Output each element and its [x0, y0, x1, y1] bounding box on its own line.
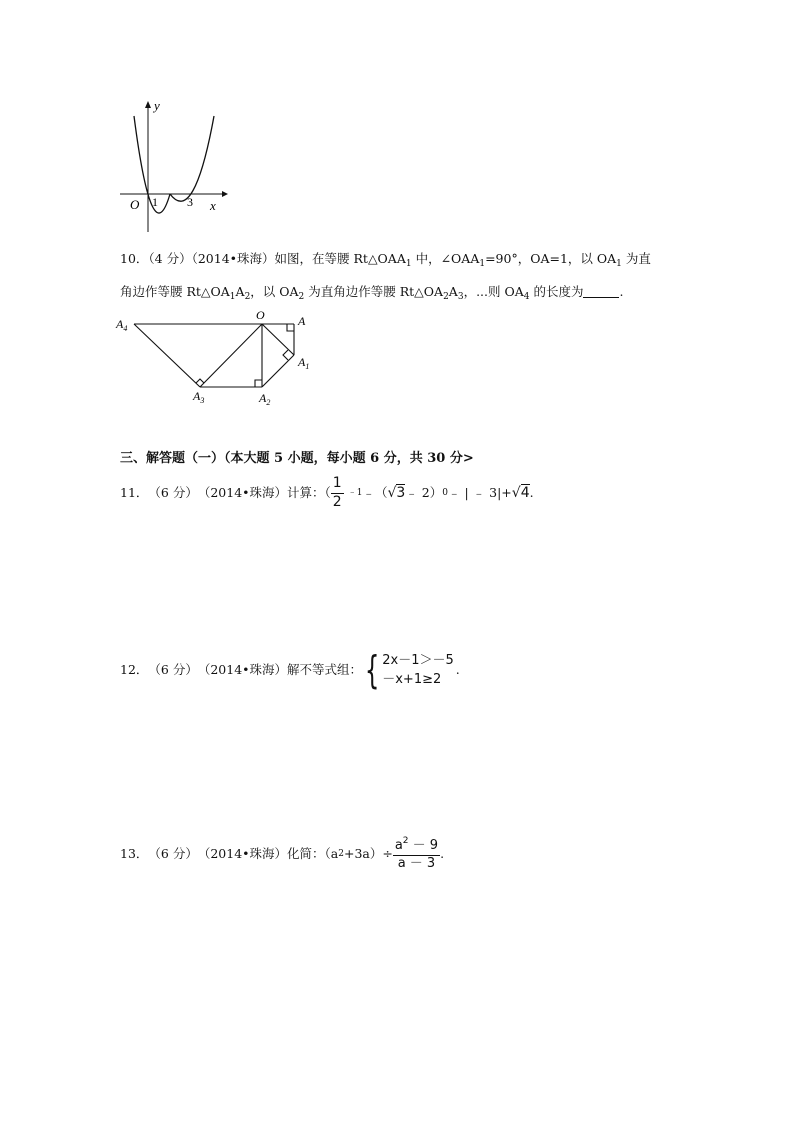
q10-line2	[120, 285, 623, 302]
subscript: 2	[298, 292, 305, 302]
q11-text: ﹣（	[362, 484, 388, 500]
q13-text: 化简：（a	[287, 845, 339, 861]
tick-label-1: 1	[152, 195, 158, 209]
q11-text: ﹣ 2）	[405, 484, 443, 500]
sqrt-three: √3	[387, 485, 406, 501]
x-axis-label: x	[210, 198, 216, 213]
q10-source: （2014•珠海）	[191, 251, 275, 266]
q10-text: ，以 OA	[250, 284, 299, 299]
q10-text: A	[448, 284, 458, 299]
fraction-expression: $\frac{a^2 - 9}{a - 3}$	[394, 836, 439, 871]
q11-text: ﹣ | ﹣ 3|+	[447, 484, 512, 500]
q13-text: +3a）÷	[343, 845, 393, 861]
q12-text: .	[455, 661, 460, 677]
q12-number: 12．	[120, 661, 149, 677]
exponent: 2	[338, 848, 344, 859]
q11-source: （2014•珠海）	[197, 484, 288, 500]
x-axis-arrow-icon	[222, 191, 228, 197]
q10-text: 中，∠OAA	[411, 251, 480, 266]
q10-text: A	[235, 284, 245, 299]
q10-text: 为直	[621, 251, 651, 266]
q10-text: 角边作等腰 Rt△OA	[120, 284, 230, 299]
q10-score: （4 分）	[148, 251, 192, 266]
sqrt-four: √4	[511, 485, 530, 501]
q11-number: 11．	[120, 484, 149, 500]
q11-text: .	[529, 484, 534, 500]
subscript: 2	[244, 292, 251, 302]
parabola-curve-right	[170, 116, 214, 201]
inequality-1: 2x－1＞－5	[382, 652, 454, 668]
q13-source: （2014•珠海）	[197, 845, 288, 861]
brace-icon: {	[364, 648, 380, 692]
subscript: 1	[229, 292, 236, 302]
q13-text: .	[440, 845, 445, 861]
subscript: 4	[523, 292, 530, 302]
subscript: 1	[616, 259, 622, 269]
q13-number: 13．	[120, 845, 149, 861]
inequality-system	[382, 651, 454, 690]
y-axis-label: y	[154, 98, 160, 113]
tick-label-3: 3	[187, 195, 193, 209]
q10-text: 为直角边作等腰 Rt△OA	[304, 284, 444, 299]
origin-label: O	[130, 197, 140, 212]
q10-text: .	[619, 284, 624, 299]
label-A2: $A_2$	[259, 391, 271, 407]
q10-number: 10．	[120, 251, 149, 266]
section-title: 三、解答题（一）（本大题 5 小题，每小题 6 分，共 30 分>	[120, 451, 474, 466]
label-A: A	[298, 314, 306, 328]
label-A3: $A_3$	[193, 389, 205, 405]
q12-score: （6 分）	[148, 661, 198, 677]
q10-line1	[120, 253, 651, 269]
parabola-graph	[112, 96, 232, 236]
q12-text: 解不等式组：	[287, 661, 363, 677]
q13-score: （6 分）	[148, 845, 198, 861]
label-O: O	[256, 308, 265, 322]
y-axis-arrow-icon	[145, 101, 151, 108]
q10-text: =90°，OA=1，以 OA	[485, 251, 617, 266]
triangle-figure	[112, 308, 322, 408]
subscript: 1	[405, 259, 412, 269]
q13-line	[120, 836, 444, 872]
inequality-2: －x+1≥2	[382, 672, 442, 687]
q12-line	[120, 647, 460, 693]
q11-text: 计算：（	[287, 484, 331, 500]
q10-text: 的长度为	[529, 284, 584, 299]
answer-blank[interactable]	[583, 285, 619, 298]
label-A1: $A_1$	[298, 355, 310, 371]
fraction-one-half: $\frac{1}{2}$	[332, 475, 342, 510]
subscript: 3	[457, 292, 464, 302]
subscript: 2	[443, 292, 449, 302]
q10-text: 如图，在等腰 Rt△OAA	[274, 251, 406, 266]
q11-score: （6 分）	[148, 484, 198, 500]
q10-text: ，...则 OA	[463, 284, 524, 299]
label-A4: $A_4$	[116, 317, 128, 333]
exponent: ﹣1	[347, 487, 363, 498]
subscript: 1	[479, 259, 486, 269]
q12-source: （2014•珠海）	[197, 661, 288, 677]
exponent: 0	[442, 487, 448, 498]
q11-line	[120, 475, 534, 510]
